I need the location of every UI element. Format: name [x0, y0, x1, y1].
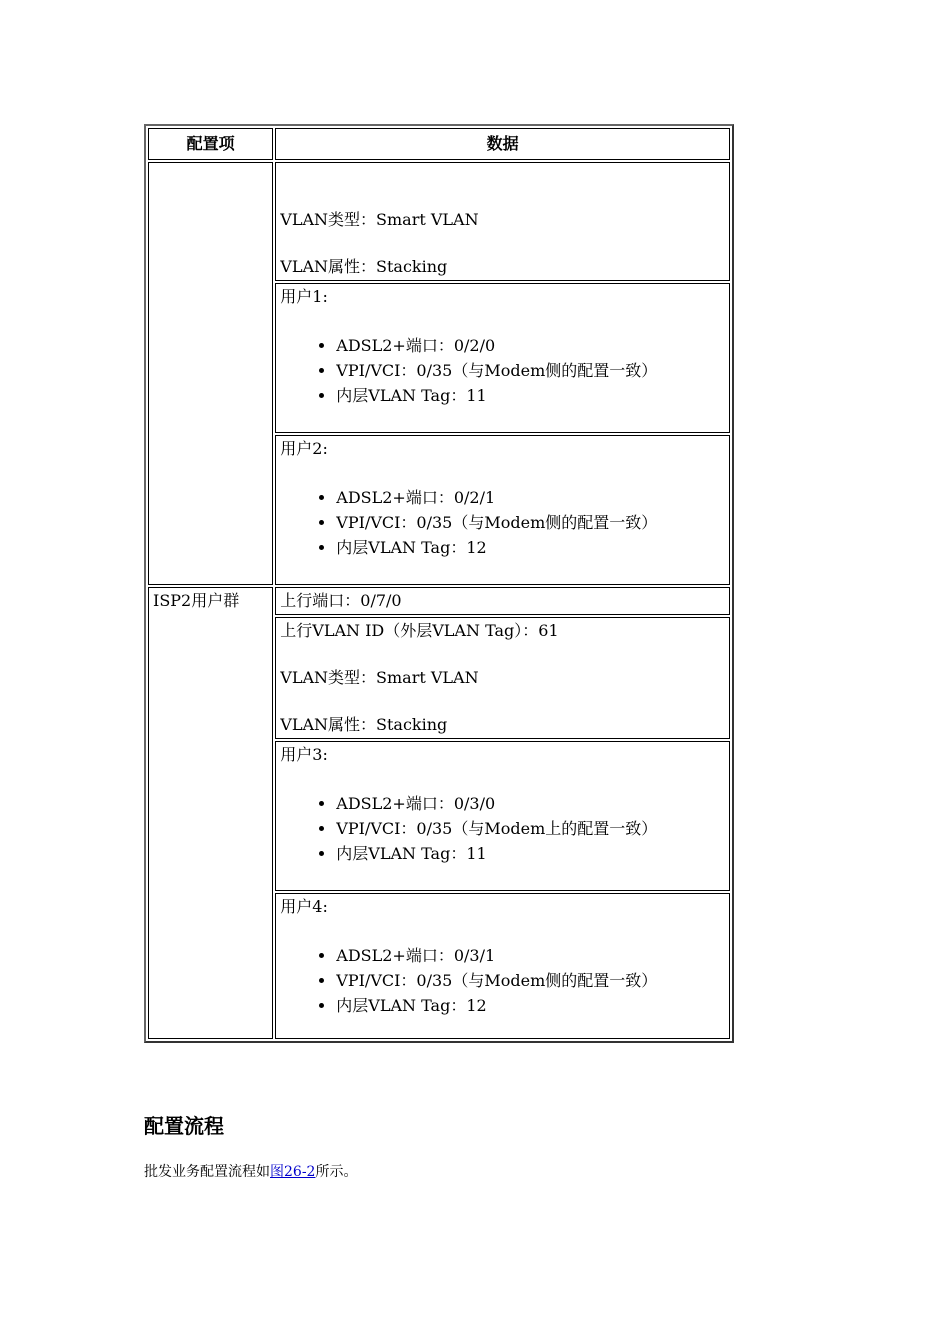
- user-title: 用户4:: [280, 897, 328, 916]
- table-header-row: [148, 128, 730, 160]
- list-item: • ADSL2+端口：0/2/0: [336, 333, 725, 358]
- description-text: 批发业务配置流程如: [144, 1164, 270, 1180]
- description-text-end: 所示。: [315, 1164, 358, 1180]
- user-params-list: [280, 485, 725, 560]
- list-item: • 内层VLAN Tag：11: [336, 383, 725, 408]
- table-row: [148, 162, 730, 281]
- user2-cell: [275, 435, 730, 585]
- vlan-attr-text: VLAN属性：Stacking: [280, 715, 448, 734]
- user1-cell: [275, 283, 730, 433]
- group2-name-cell: ISP2用户群: [148, 587, 273, 1039]
- uplink-port-cell: 上行端口：0/7/0: [275, 587, 730, 615]
- section-title: 配置流程: [144, 1114, 224, 1138]
- group1-vlan-cell: [275, 162, 730, 281]
- user-title: 用户3:: [280, 745, 328, 764]
- vlan-attr-text: VLAN属性：Stacking: [280, 257, 448, 276]
- header-data: 数据: [275, 128, 730, 160]
- group2-vlan-cell: [275, 617, 730, 739]
- list-item: • 内层VLAN Tag：12: [336, 535, 725, 560]
- list-item: • VPI/VCI：0/35（与Modem上的配置一致）: [336, 816, 725, 841]
- user-params-list: [280, 943, 725, 1018]
- user-params-list: [280, 333, 725, 408]
- user-params-list: [280, 791, 725, 866]
- cell-spacer: [280, 165, 725, 209]
- user3-cell: [275, 741, 730, 891]
- list-item: • 内层VLAN Tag：12: [336, 993, 725, 1018]
- header-config-item: 配置项: [148, 128, 273, 160]
- list-item: • ADSL2+端口：0/2/1: [336, 485, 725, 510]
- list-item: • 内层VLAN Tag：11: [336, 841, 725, 866]
- list-item: • VPI/VCI：0/35（与Modem侧的配置一致）: [336, 358, 725, 383]
- section-description: [144, 1161, 357, 1181]
- list-item: • ADSL2+端口：0/3/1: [336, 943, 725, 968]
- figure-link[interactable]: 图26-2: [270, 1164, 316, 1180]
- vlan-type-text: VLAN类型：Smart VLAN: [280, 210, 479, 229]
- vlan-id-text: 上行VLAN ID（外层VLAN Tag）：61: [280, 621, 559, 640]
- vlan-type-text: VLAN类型：Smart VLAN: [280, 668, 479, 687]
- list-item: • ADSL2+端口：0/3/0: [336, 791, 725, 816]
- table-row: [148, 587, 730, 615]
- list-item: • VPI/VCI：0/35（与Modem侧的配置一致）: [336, 968, 725, 993]
- user-title: 用户1:: [280, 287, 328, 306]
- group1-name-cell: [148, 162, 273, 585]
- config-table: [144, 124, 734, 1043]
- user-title: 用户2:: [280, 439, 328, 458]
- list-item: • VPI/VCI：0/35（与Modem侧的配置一致）: [336, 510, 725, 535]
- user4-cell: [275, 893, 730, 1039]
